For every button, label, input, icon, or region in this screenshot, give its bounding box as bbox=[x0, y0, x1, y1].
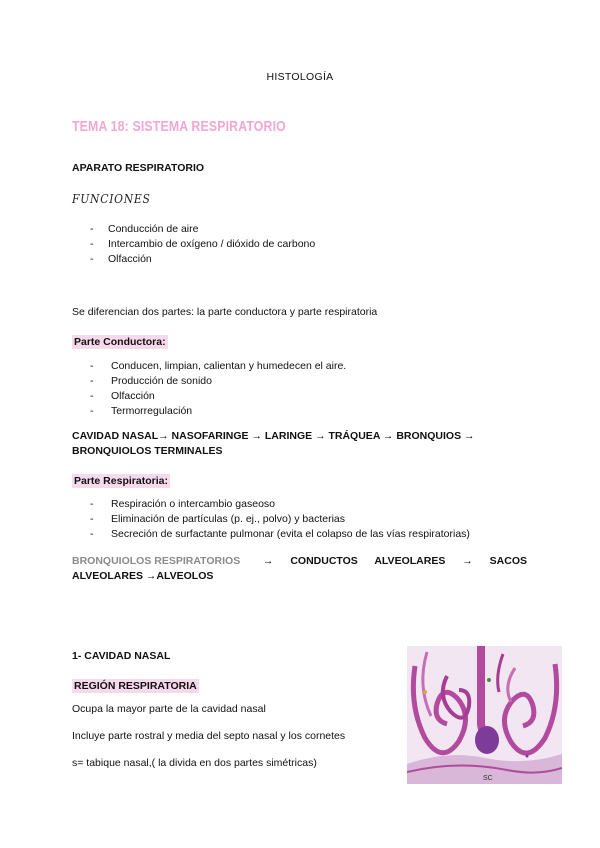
region-heading-text: REGIÓN RESPIRATORIA bbox=[74, 680, 197, 692]
cavidad-p1: Ocupa la mayor parte de la cavidad nasal bbox=[72, 703, 266, 715]
conductora-heading bbox=[72, 332, 168, 350]
respiratoria-heading-text: Parte Respiratoria: bbox=[74, 475, 168, 487]
respiratoria-heading bbox=[72, 471, 170, 489]
respiratoria-flow-line2: ALVEOLARES →ALVEOLOS bbox=[72, 570, 214, 582]
nasal-cavity-histology-image bbox=[407, 646, 562, 784]
functions-heading: FUNCIONES bbox=[72, 192, 151, 206]
cavidad-p2: Incluye parte rostral y media del septo nasal y los cornetes bbox=[72, 730, 346, 742]
cavidad-heading: 1- CAVIDAD NASAL bbox=[72, 650, 171, 662]
flow-rest-text: → CONDUCTOS ALVEOLARES → SACOS bbox=[262, 555, 527, 567]
image-label: SC bbox=[483, 775, 493, 782]
page-header: HISTOLOGÍA bbox=[266, 71, 334, 83]
histology-illustration bbox=[407, 646, 562, 784]
page-title: TEMA 18: SISTEMA RESPIRATORIO bbox=[72, 118, 286, 135]
conductora-heading-text: Parte Conductora: bbox=[74, 336, 166, 348]
conductora-flow-line2: BRONQUIOLOS TERMINALES bbox=[72, 445, 223, 457]
intro-paragraph: Se diferencian dos partes: la parte conductora y parte respiratoria bbox=[72, 306, 378, 318]
cavidad-p3: s= tabique nasal,( la divida en dos partes simétricas) bbox=[72, 757, 317, 769]
flow-gray-text: BRONQUIOLOS RESPIRATORIOS bbox=[72, 555, 241, 567]
respiratoria-flow-line1 bbox=[72, 554, 527, 569]
section-heading: APARATO RESPIRATORIO bbox=[72, 162, 205, 174]
region-heading bbox=[72, 676, 199, 694]
conductora-flow-line1: CAVIDAD NASAL→ NASOFARINGE → LARINGE → TRÁQUEA → BRONQUIOS → bbox=[72, 430, 475, 442]
